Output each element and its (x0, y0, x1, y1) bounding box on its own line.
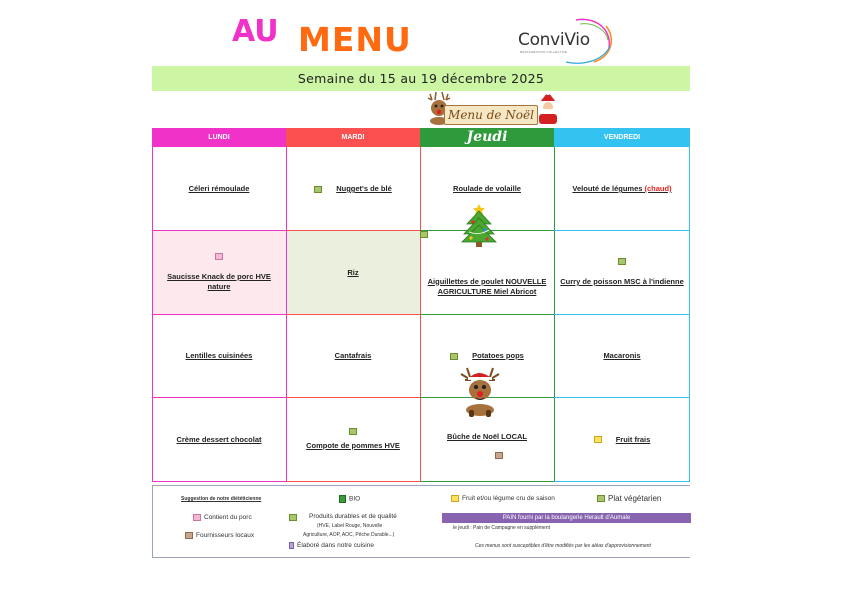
menu-cell-mardi-4 (286, 398, 420, 481)
christmas-tree-icon (461, 202, 497, 248)
legend-suggestion: Suggestion de notre diététicienne (181, 496, 262, 502)
grid-line (420, 481, 554, 482)
reindeer-icon (457, 366, 503, 418)
quality-icon (450, 353, 458, 360)
vegetarian-icon (597, 495, 605, 502)
quality-icon (289, 514, 297, 521)
grid-line (286, 481, 420, 482)
legend-produits-durables-detail2: Agriculture, AOP, AOC, Pêche Durable...) (303, 532, 395, 538)
dish-name: Crème dessert chocolat (176, 434, 262, 444)
header-lundi: LUNDI (152, 128, 286, 147)
header-jeudi: Jeudi (420, 128, 554, 147)
legend-plat-vegetarien: Plat végétarien (597, 494, 661, 503)
legend (152, 485, 690, 558)
legend-bio: BIO (339, 495, 360, 503)
menu-cell-lundi-4 (152, 398, 286, 481)
dish-name: Fruit frais (615, 434, 651, 444)
legend-elabore: Élaboré dans notre cuisine (289, 542, 374, 549)
menu-cell-lundi-2 (152, 231, 286, 314)
menu-cell-vendredi-2 (554, 231, 690, 314)
header-vendredi: VENDREDI (554, 128, 690, 147)
local-icon (495, 452, 503, 459)
logo-tagline: RESTAURATION COLLECTIVE (520, 50, 568, 54)
dish-name: Macaronis (603, 351, 641, 360)
menu-cell-mardi-3 (286, 315, 420, 397)
vegetarian-icon (314, 186, 322, 193)
legend-produits-durables-icon (289, 514, 300, 521)
quality-icon (349, 428, 357, 435)
day-header-row (152, 128, 690, 147)
menu-grid (152, 128, 690, 482)
porc-icon (193, 514, 201, 521)
menu-cell-vendredi-1 (554, 148, 690, 230)
dish-name: Bûche de Noël LOCAL (446, 432, 527, 441)
quality-icon (420, 231, 428, 238)
dish-name: Potatoes pops (472, 351, 524, 360)
title-menu: MENU (298, 20, 412, 59)
local-icon (185, 532, 193, 539)
legend-fournisseurs-locaux: Fournisseurs locaux (185, 532, 254, 539)
logo-text: ConviVio (518, 30, 590, 50)
bio-icon (339, 495, 346, 503)
kitchen-icon (289, 542, 294, 549)
dish-name: Saucisse Knack de porc HVE nature (167, 272, 271, 291)
dish-name: Velouté de légumes (chaud) (572, 184, 672, 193)
menu-cell-lundi-1 (152, 148, 286, 230)
grid-line (152, 481, 286, 482)
dish-name: Céleri rémoulade (188, 184, 250, 193)
dish-name: Roulade de volaille (453, 184, 521, 193)
legend-fruit-saison: Fruit et/ou légume cru de saison (451, 495, 555, 502)
noel-banner (422, 90, 558, 128)
legend-produits-durables: Produits durables et de qualité (309, 513, 397, 520)
title-au: AU (232, 14, 279, 49)
dish-name: Nugget's de blé (336, 184, 392, 193)
legend-note: Ces menus sont susceptibles d'être modifiés par les aléas d'approvisionnement (475, 543, 651, 549)
legend-contient-porc: Contient du porc (193, 514, 252, 521)
chaud-note: (chaud) (644, 184, 672, 193)
menu-cell-mardi-1 (286, 148, 420, 230)
legend-pain-jeudi: le jeudi : Pain de Campagne en supplément (453, 525, 551, 531)
dish-name: Compote de pommes HVE (306, 441, 400, 450)
grid-line (554, 481, 690, 482)
menu-cell-vendredi-4 (554, 398, 690, 481)
dish-name: Riz (347, 267, 359, 277)
porc-icon (215, 253, 223, 260)
fruit-icon (594, 436, 602, 443)
menu-cell-vendredi-3 (554, 315, 690, 397)
week-banner: Semaine du 15 au 19 décembre 2025 (152, 66, 690, 91)
santa-icon (534, 92, 560, 124)
dish-name: Aiguillettes de poulet NOUVELLE AGRICULTURE Miel Abricot (427, 276, 547, 296)
dish-name: Lentilles cuisinées (185, 351, 253, 360)
dish-name: Curry de poisson MSC à l'indienne (560, 277, 684, 286)
fruit-icon (451, 495, 459, 502)
legend-produits-durables-detail1: (HVE, Label Rouge, Nouvelle (317, 523, 383, 529)
menu-cell-mardi-2 (286, 231, 420, 314)
header-mardi: MARDI (286, 128, 420, 147)
dish-name: Cantafrais (334, 351, 372, 360)
menu-cell-lundi-3 (152, 315, 286, 397)
convivio-logo (514, 16, 618, 66)
pain-banner: PAIN fourni par la boulangerie Herault d'Aumale (442, 513, 691, 523)
quality-icon (618, 258, 626, 265)
noel-sign: Menu de Noël (444, 105, 538, 125)
